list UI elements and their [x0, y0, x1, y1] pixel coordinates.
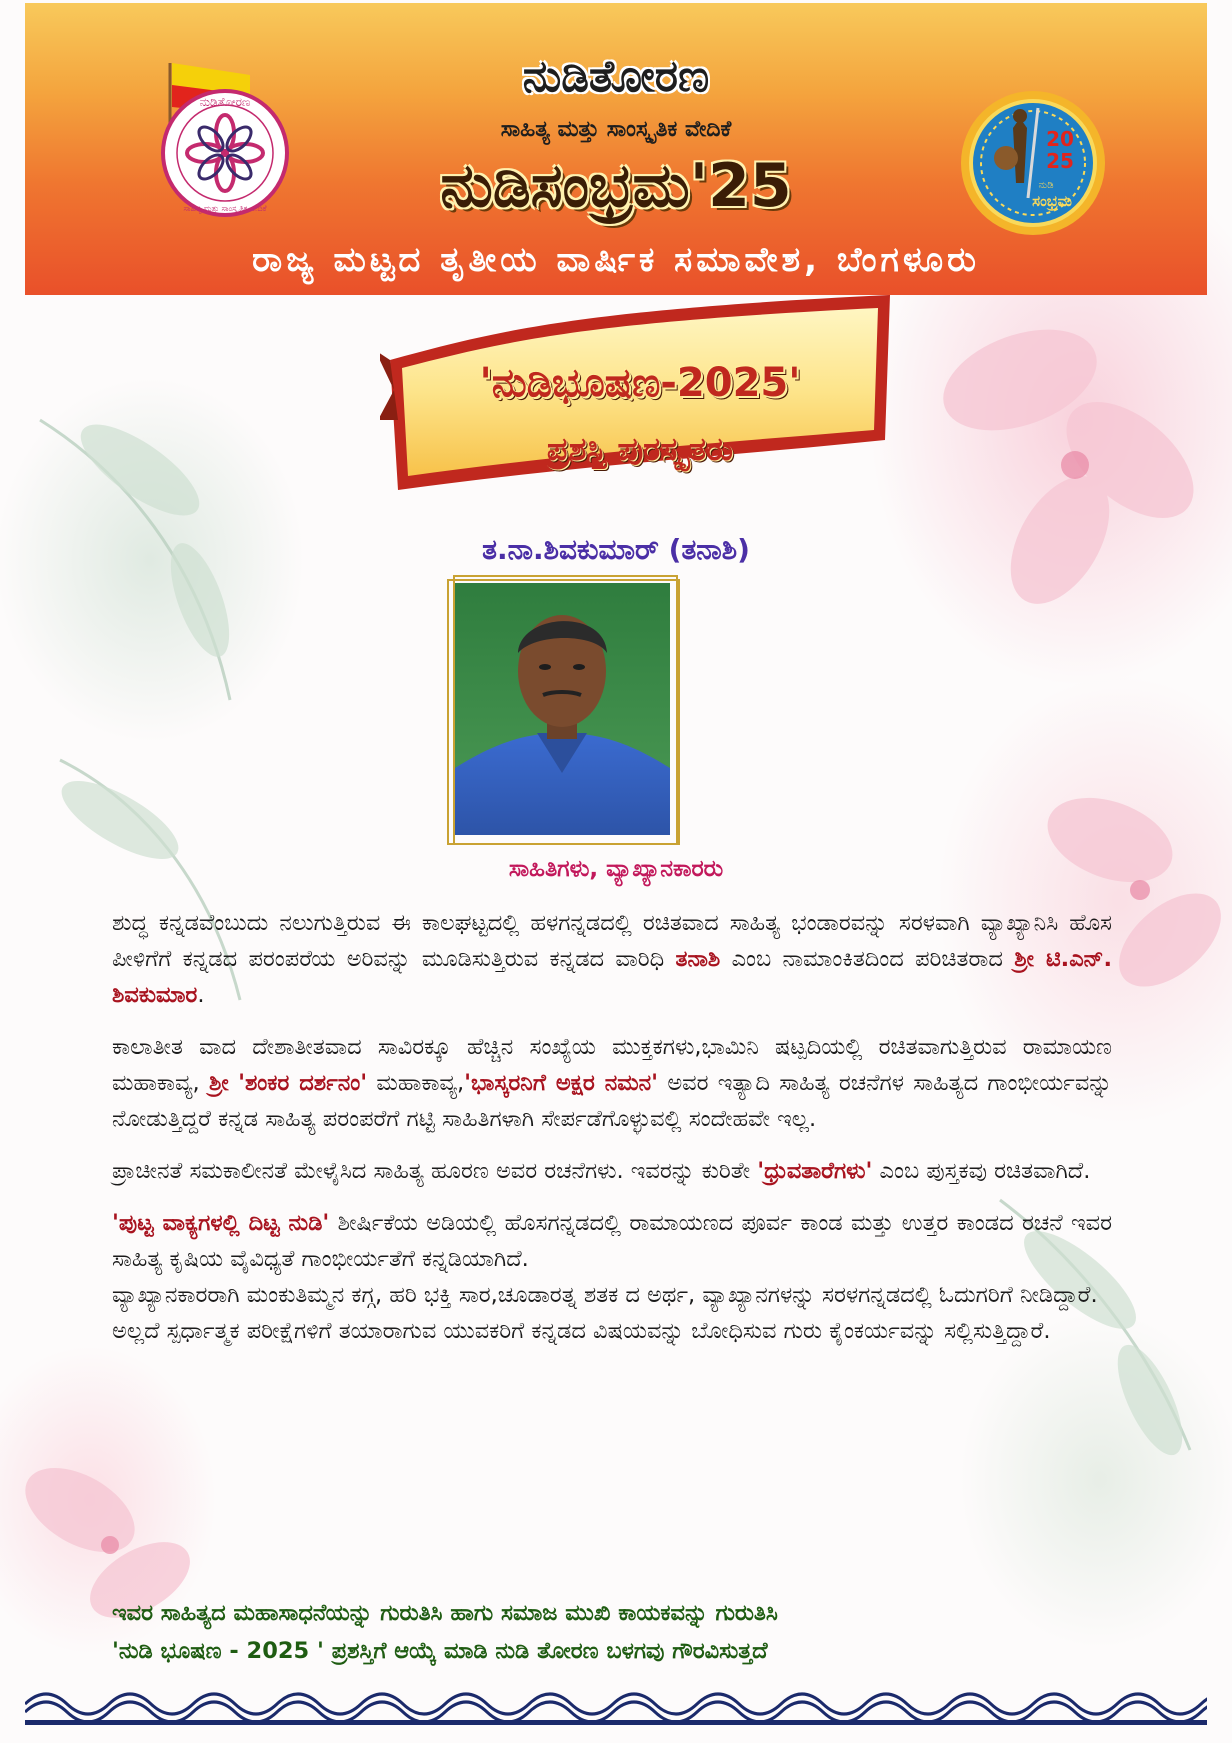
right-logo-year-top: 20	[1046, 127, 1074, 151]
p2-text-f: ಅವರ ಇತ್ಯಾದಿ ಸಾಹಿತ್ಯ ರಚನೆಗಳ ಸಾಹಿತ್ಯದ ಗಾಂಭೀರ್ಯವನ್ನು ನೋಡುತ್ತಿದ್ದರೆ ಕನ್ನಡ ಸಾಹಿತ್ಯ ಪರಂಪರೆಗೆ ಗಟ್ಟಿ ಸಾಹಿತಿಗಳಾಗಿ ಸೇರ್ಪಡೆಗೊಳ್ಳುವಲ್ಲಿ ಸಂದೇಹವೇ ಇಲ್ಲ.	[112, 1070, 1112, 1132]
paragraph-3	[112, 1153, 1112, 1189]
award-subtitle: ಪ್ರಶಸ್ತಿ ಪುರಸ್ಕೃತರು	[546, 430, 734, 468]
p4-highlight-putta-vakyagalalli: 'ಪುಟ್ಟ ವಾಕ್ಯಗಳಲ್ಲಿ ದಿಟ್ಟ ನುಡಿ'	[112, 1210, 330, 1236]
right-logo-text-small: ನುಡಿ	[1038, 180, 1054, 191]
paragraph-2	[112, 1029, 1112, 1137]
p2-highlight-shankara-darshanam: 'ಶಂಕರ ದರ್ಶನಂ'	[238, 1070, 368, 1096]
closing-line-2: 'ನುಡಿ ಭೂಷಣ - 2025 ' ಪ್ರಶಸ್ತಿಗೆ ಆಯ್ಕೆ ಮಾಡಿ ನುಡಿ ತೋರಣ ಬಳಗವು ಗೌರವಿಸುತ್ತದೆ	[112, 1638, 768, 1664]
paragraph-5: ವ್ಯಾಖ್ಯಾನಕಾರರಾಗಿ ಮಂಕುತಿಮ್ಮನ ಕಗ್ಗ, ಹರಿ ಭಕ್ತಿ ಸಾರ,ಚೂಡಾರತ್ನ ಶತಕ ದ ಅರ್ಥ, ವ್ಯಾಖ್ಯಾನಗಳನ್ನು ಸರಳಗನ್ನಡದಲ್ಲಿ ಓದುಗರಿಗೆ ನೀಡಿದ್ದಾರೆ.	[112, 1282, 1098, 1308]
awardee-name: ತ.ನಾ.ಶಿವಕುಮಾರ್ (ತನಾಶಿ)	[482, 533, 750, 566]
org-name: ನುಡಿತೋರಣ	[522, 51, 710, 102]
footer-wave-border-icon	[25, 1682, 1207, 1734]
paragraph-4	[112, 1205, 1112, 1277]
right-logo-year-bottom: 25	[1046, 149, 1074, 173]
p2-highlight-bhaskaranige: 'ಭಾಸ್ಕರನಿಗೆ ಅಕ್ಷರ ನಮನ'	[464, 1070, 659, 1096]
left-logo-text-bottom: ಸಾಹಿತ್ಯ ಮತ್ತು ಸಾಂಸ್ಕೃತಿಕ ವೇದಿಕೆ	[183, 204, 267, 213]
p3-highlight-dhruvataregalu: 'ಧ್ರುವತಾರೆಗಳು'	[757, 1158, 873, 1184]
portrait-photo	[455, 583, 670, 835]
p1-text-e: .	[197, 982, 205, 1008]
photo-frame	[447, 575, 680, 845]
p2-text-d: ಮಹಾಕಾವ್ಯ,	[376, 1070, 465, 1096]
p1-text-c: ಎಂಬ ನಾಮಾಂಕಿತದಿಂದ ಪರಿಚಿತರಾದ	[731, 946, 1003, 972]
p1-highlight-full-name: ಶ್ರೀ ಟಿ.ಎನ್. ಶಿವಕುಮಾರ	[112, 946, 1113, 1008]
p2-highlight-shri: ಶ್ರೀ	[208, 1070, 229, 1096]
p2-text-a: ಕಾಲಾತೀತ ವಾದ ದೇಶಾತೀತವಾದ ಸಾವಿರಕ್ಕೂ ಹೆಚ್ಚಿನ ಸಂಖ್ಯೆಯ ಮುಕ್ತಕಗಳು,ಭಾಮಿನಿ ಷಟ್ಪದಿಯಲ್ಲಿ ರಚಿತವಾಗುತ್ತಿರುವ ರಾಮಾಯಣ ಮಹಾಕಾವ್ಯ,	[112, 1034, 1112, 1096]
p4-text-b: ಶೀರ್ಷಿಕೆಯ ಅಡಿಯಲ್ಲಿ ಹೊಸಗನ್ನಡದಲ್ಲಿ ರಾಮಾಯಣದ ಪೂರ್ವ ಕಾಂಡ ಮತ್ತು ಉತ್ತರ ಕಾಂಡದ ರಚನೆ ಇವರ ಸಾಹಿತ್ಯ ಕೃಷಿಯ ವೈವಿಧ್ಯತೆ ಗಾಂಭೀರ್ಯತೆಗೆ ಕನ್ನಡಿಯಾಗಿದೆ.	[112, 1210, 1112, 1272]
paragraph-1	[112, 905, 1112, 1013]
award-title: 'ನುಡಿಭೂಷಣ-2025'	[479, 360, 801, 406]
awardee-role: ಸಾಹಿತಿಗಳು, ವ್ಯಾಖ್ಯಾನಕಾರರು	[508, 856, 724, 882]
closing-statement	[112, 1594, 1112, 1670]
header-banner	[25, 3, 1207, 295]
p3-text-a: ಪ್ರಾಚೀನತೆ ಸಮಕಾಲೀನತೆ ಮೇಳೈಸಿದ ಸಾಹಿತ್ಯ ಹೂರಣ ಅವರ ರಚನೆಗಳು. ಇವರನ್ನು ಕುರಿತೇ	[112, 1158, 751, 1184]
citation-body	[112, 905, 1112, 1349]
p1-highlight-pen-name: ತನಾಶಿ	[675, 946, 721, 972]
left-logo-text-top: ನುಡಿತೋರಣ	[199, 95, 251, 109]
paragraph-6: ಅಲ್ಲದೆ ಸ್ಪರ್ಧಾತ್ಮಕ ಪರೀಕ್ಷೆಗಳಿಗೆ ತಯಾರಾಗುವ ಯುವಕರಿಗೆ ಕನ್ನಡದ ವಿಷಯವನ್ನು ಬೋಧಿಸುವ ಗುರು ಕೈಂಕರ್ಯವನ್ನು ಸಲ್ಲಿಸುತ್ತಿದ್ದಾರೆ.	[112, 1318, 1051, 1344]
event-description: ರಾಜ್ಯ ಮಟ್ಟದ ತೃತೀಯ ವಾರ್ಷಿಕ ಸಮಾವೇಶ, ಬೆಂಗಳೂರು	[252, 240, 980, 280]
p1-text-a: ಶುದ್ಧ ಕನ್ನಡವೆಂಬುದು ನಲುಗುತ್ತಿರುವ ಈ ಕಾಲಘಟ್ಟದಲ್ಲಿ ಹಳಗನ್ನಡದಲ್ಲಿ ರಚಿತವಾದ ಸಾಹಿತ್ಯ ಭಂಡಾರವನ್ನು ಸರಳವಾಗಿ ವ್ಯಾಖ್ಯಾನಿಸಿ ಹೊಸ ಪೀಳಿಗೆಗೆ ಕನ್ನಡದ ಪರಂಪರೆಯ ಅರಿವನ್ನು ಮೂಡಿಸುತ್ತಿರುವ ಕನ್ನಡದ ವಾರಿಧಿ	[112, 910, 1112, 972]
closing-line-1: ಇವರ ಸಾಹಿತ್ಯದ ಮಹಾಸಾಧನೆಯನ್ನು ಗುರುತಿಸಿ ಹಾಗು ಸಮಾಜ ಮುಖಿ ಕಾಯಕವನ್ನು ಗುರುತಿಸಿ	[112, 1600, 778, 1626]
p3-text-c: ಎಂಬ ಪುಸ್ತಕವು ರಚಿತವಾಗಿದೆ.	[879, 1158, 1091, 1184]
org-subtitle: ಸಾಹಿತ್ಯ ಮತ್ತು ಸಾಂಸ್ಕೃತಿಕ ವೇದಿಕೆ	[500, 117, 732, 142]
right-logo-text: ಸಂಭ್ರಮ	[1032, 192, 1072, 210]
event-name: ನುಡಿಸಂಭ್ರಮ'25	[440, 151, 792, 221]
